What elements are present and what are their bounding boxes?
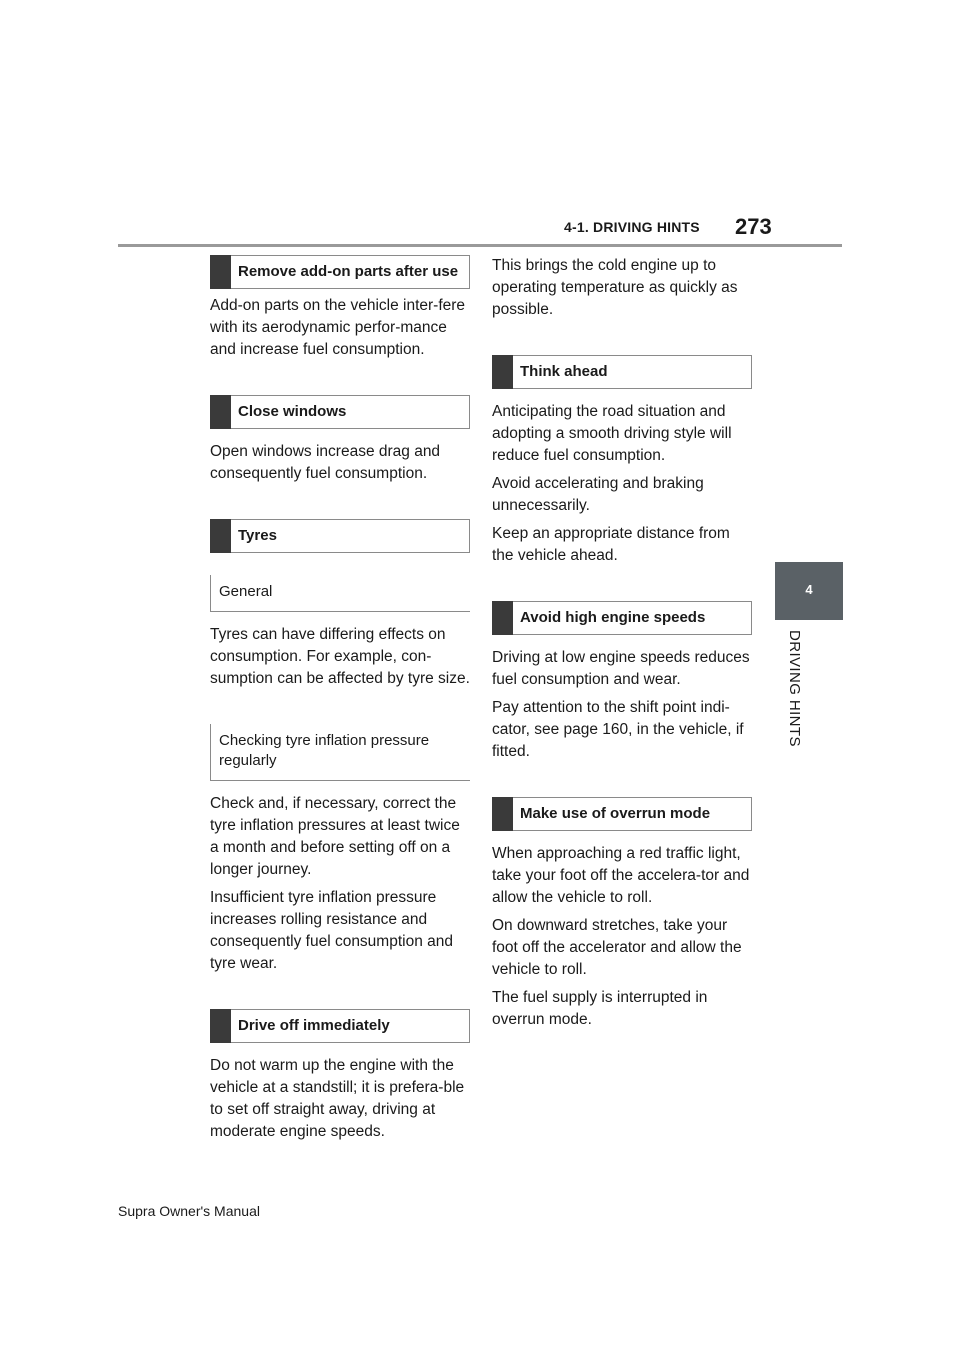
heading-tyres: Tyres — [210, 519, 470, 553]
heading-close-windows: Close windows — [210, 395, 470, 429]
paragraph-avoid-high-speeds-2: Pay attention to the shift point indi-cator, see page 160, in the vehicle, if fitted. — [492, 699, 744, 760]
paragraph-overrun-mode-2: On downward stretches, take your foot off the accelerator and allow the vehicle to roll. — [492, 917, 742, 978]
paragraph-overrun-mode-3: The fuel supply is interrupted in overrun mode. — [492, 989, 708, 1028]
heading-overrun-mode: Make use of overrun mode — [492, 797, 752, 831]
paragraph-avoid-high-speeds-1: Driving at low engine speeds reduces fuel consumption and wear. — [492, 649, 750, 688]
heading-think-ahead: Think ahead — [492, 355, 752, 389]
chapter-number: 4 — [805, 582, 813, 597]
paragraph-continuation: This brings the cold engine up to operating temperature as quickly as possible. — [492, 257, 738, 318]
section-title: 4-1. DRIVING HINTS — [564, 219, 700, 235]
paragraph-tyre-pressure-check: Check and, if necessary, correct the tyre inflation pressures at least twice a month and before setting off on a longer journey. — [210, 795, 460, 878]
paragraph-think-ahead-2: Avoid accelerating and braking unnecessarily. — [492, 475, 704, 514]
subheading-tyre-pressure: Checking tyre inflation pressure regularly — [210, 724, 470, 781]
subheading-general: General — [210, 575, 470, 612]
heading-drive-off-immediately: Drive off immediately — [210, 1009, 470, 1043]
header-divider — [118, 244, 842, 247]
paragraph-drive-off-immediately: Do not warm up the engine with the vehicle at a standstill; it is prefera-ble to set off straight away, driving at moderate engine speeds. — [210, 1057, 465, 1140]
paragraph-think-ahead-1: Anticipating the road situation and adopting a smooth driving style will reduce fuel consumption. — [492, 403, 732, 464]
paragraph-overrun-mode-1: When approaching a red traffic light, take your foot off the accelera-tor and allow the vehicle to roll. — [492, 845, 750, 906]
heading-remove-addon-parts: Remove add-on parts after use — [210, 255, 470, 289]
paragraph-tyres-general: Tyres can have differing effects on consumption. For example, con-sumption can be affected by tyre size. — [210, 626, 470, 687]
right-column — [492, 255, 752, 1031]
paragraph-think-ahead-3: Keep an appropriate distance from the vehicle ahead. — [492, 525, 730, 564]
paragraph-close-windows: Open windows increase drag and consequently fuel consumption. — [210, 443, 441, 482]
footer-manual-title: Supra Owner's Manual — [118, 1203, 260, 1219]
page-number: 273 — [735, 214, 772, 239]
heading-avoid-high-engine-speeds: Avoid high engine speeds — [492, 601, 752, 635]
left-column — [210, 255, 470, 1143]
paragraph-remove-addon-parts: Add-on parts on the vehicle inter-fere with its aerodynamic perfor-mance and increase fuel consumption. — [210, 297, 466, 358]
chapter-tab — [775, 562, 843, 620]
chapter-title: DRIVING HINTS — [786, 630, 803, 747]
paragraph-tyre-pressure-insufficient: Insufficient tyre inflation pressure increases rolling resistance and consequently fuel consumption and tyre wear. — [210, 889, 453, 972]
